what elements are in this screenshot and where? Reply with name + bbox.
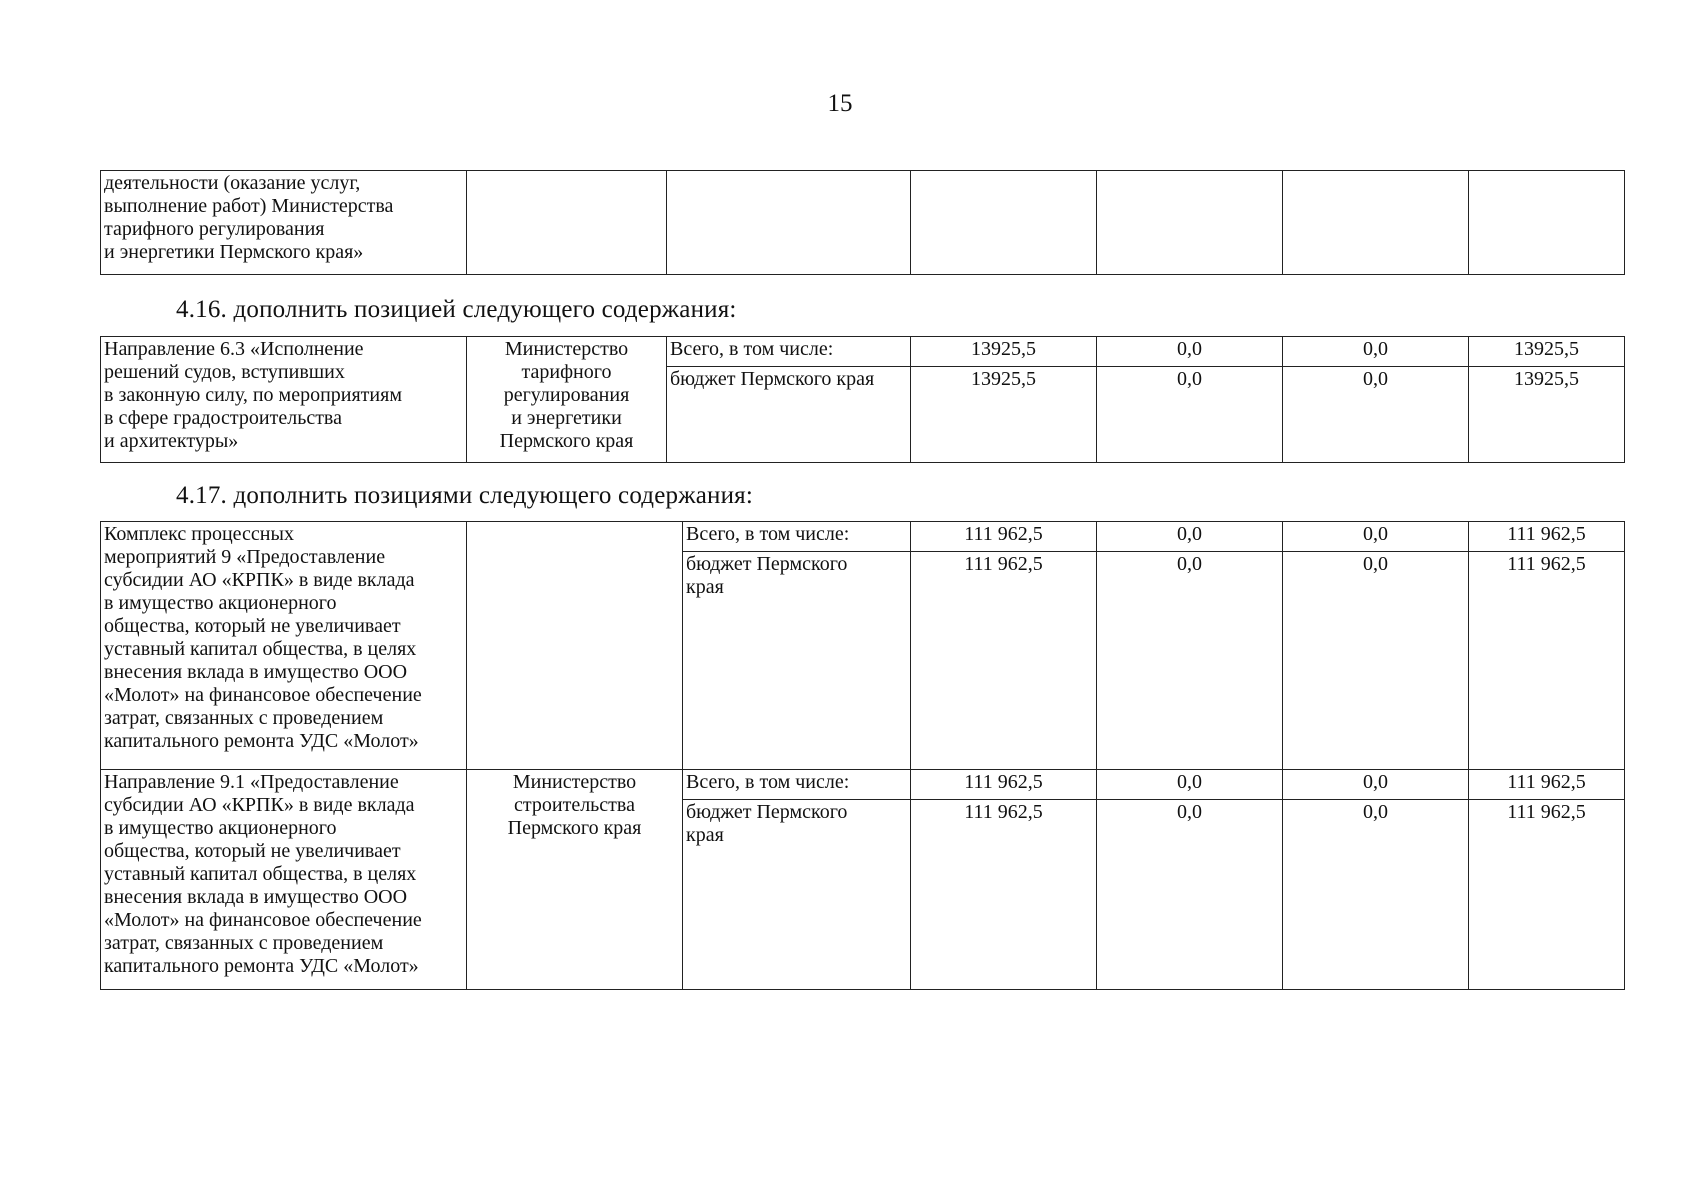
value-cell: 13925,5	[911, 337, 1097, 367]
responsible-org-cell	[467, 522, 683, 770]
funding-source-cell: бюджет Пермского края	[667, 367, 911, 463]
value-cell: 111 962,5	[1469, 522, 1625, 552]
table-row	[101, 171, 1625, 275]
table-row	[101, 770, 1625, 800]
funding-source-cell: Всего, в том числе:	[667, 337, 911, 367]
funding-source-cell: Всего, в том числе:	[683, 770, 911, 800]
value-cell: 0,0	[1097, 337, 1283, 367]
value-cell: 111 962,5	[911, 522, 1097, 552]
value-cell: 0,0	[1283, 770, 1469, 800]
value-cell: 111 962,5	[911, 800, 1097, 990]
section-heading-4-17: 4.17. дополнить позициями следующего содержания:	[176, 482, 753, 509]
value-cell: 0,0	[1097, 367, 1283, 463]
value-cell: 13925,5	[1469, 337, 1625, 367]
description-cell: Направление 9.1 «Предоставление субсидии АО «КРПК» в виде вклада в имущество акционерного общества, который не увеличивает уставный капитал общества, в целях внесения вклада в имущество ООО «Молот» на финансовое обеспечение затрат, связанных с проведением капитального ремонта УДС «Молот»	[101, 770, 467, 990]
description-cell: Комплекс процессных мероприятий 9 «Предоставление субсидии АО «КРПК» в виде вклада в имущество акционерного общества, который не увеличивает уставный капитал общества, в целях внесения вклада в имущество ООО «Молот» на финансовое обеспечение затрат, связанных с проведением капитального ремонта УДС «Молот»	[101, 522, 467, 770]
value-cell: 13925,5	[1469, 367, 1625, 463]
section-heading-4-16: 4.16. дополнить позицией следующего содержания:	[176, 296, 737, 323]
value-cell: 0,0	[1097, 522, 1283, 552]
responsible-org-cell: Министерство тарифного регулирования и энергетики Пермского края	[467, 337, 667, 463]
position-table-4-16	[100, 336, 1625, 463]
value-cell: 13925,5	[911, 367, 1097, 463]
value-cell: 0,0	[1283, 367, 1469, 463]
value-cell: 0,0	[1283, 337, 1469, 367]
continuation-table	[100, 170, 1625, 275]
value-cell: 0,0	[1097, 800, 1283, 990]
position-table-4-17	[100, 521, 1625, 990]
empty-cell	[1283, 171, 1469, 275]
value-cell: 0,0	[1283, 522, 1469, 552]
funding-source-cell: Всего, в том числе:	[683, 522, 911, 552]
table-row	[101, 337, 1625, 367]
empty-cell	[911, 171, 1097, 275]
page-number: 15	[827, 90, 853, 117]
value-cell: 111 962,5	[911, 770, 1097, 800]
empty-cell	[1469, 171, 1625, 275]
responsible-org-cell: Министерство строительства Пермского края	[467, 770, 683, 990]
table-row	[101, 522, 1625, 552]
description-cell: Направление 6.3 «Исполнение решений судов, вступивших в законную силу, по мероприятиям в сфере градостроительства и архитектуры»	[101, 337, 467, 463]
value-cell: 0,0	[1283, 552, 1469, 770]
description-cell: деятельности (оказание услуг, выполнение работ) Министерства тарифного регулирования и энергетики Пермского края»	[101, 171, 467, 275]
funding-source-cell: бюджет Пермского края	[683, 552, 911, 770]
value-cell: 111 962,5	[1469, 770, 1625, 800]
value-cell: 0,0	[1097, 552, 1283, 770]
value-cell: 111 962,5	[1469, 552, 1625, 770]
empty-cell	[467, 171, 667, 275]
empty-cell	[1097, 171, 1283, 275]
value-cell: 111 962,5	[911, 552, 1097, 770]
value-cell: 111 962,5	[1469, 800, 1625, 990]
value-cell: 0,0	[1097, 770, 1283, 800]
empty-cell	[667, 171, 911, 275]
funding-source-cell: бюджет Пермского края	[683, 800, 911, 990]
value-cell: 0,0	[1283, 800, 1469, 990]
